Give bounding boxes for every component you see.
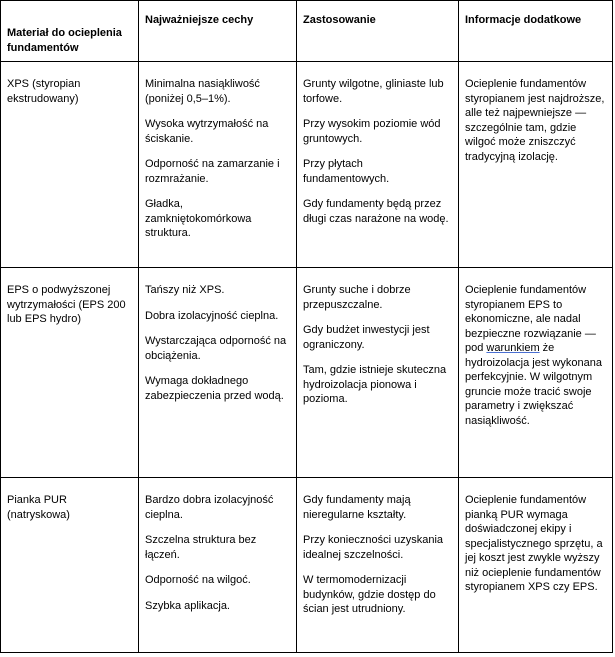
header-features: Najważniejsze cechy — [139, 1, 297, 62]
info-cell: Ocieplenie fundamentów pianką PUR wymaga doświadczonej ekipy i specjalistycznego sprzętu, a jej koszt jest zwykle wyższy niż ocieplenie fundamentów styropianem XPS czy EPS. — [459, 478, 613, 653]
table-row — [1, 62, 613, 268]
features-cell: Bardzo dobra izolacyjność cieplna. Szczelna struktura bez łączeń. Odporność na wilgoć. Szybka aplikacja. — [139, 478, 297, 653]
material-cell: XPS (styropian ekstrudowany) — [1, 62, 139, 268]
material-cell: EPS o podwyższonej wytrzymałości (EPS 200 lub EPS hydro) — [1, 268, 139, 478]
header-info: Informacje dodatkowe — [459, 1, 613, 62]
features-cell: Tańszy niż XPS. Dobra izolacyjność cieplna. Wystarczająca odporność na obciążenia. Wymaga dokładnego zabezpieczenia przed wodą. — [139, 268, 297, 478]
features-cell: Minimalna nasiąkliwość (poniżej 0,5–1%). Wysoka wytrzymałość na ściskanie. Odporność na zamarzanie i rozmrażanie. Gładka, zamkniętokomórkowa struktura. — [139, 62, 297, 268]
header-usage: Zastosowanie — [297, 1, 459, 62]
usage-cell: Gdy fundamenty mają nieregularne kształty. Przy konieczności uzyskania idealnej szczelności. W termomodernizacji budynków, gdzie dostęp do ścian jest utrudniony. — [297, 478, 459, 653]
info-cell: Ocieplenie fundamentów styropianem jest najdroższe, alle też najpewniejsze — szczególnie tam, gdzie wilgoć może zniszczyć tradycyjną izolację. — [459, 62, 613, 268]
table-row — [1, 478, 613, 653]
material-cell: Pianka PUR (natryskowa) — [1, 478, 139, 653]
header-row — [1, 1, 613, 62]
usage-cell: Grunty wilgotne, gliniaste lub torfowe. Przy wysokim poziomie wód gruntowych. Przy płytach fundamentowych. Gdy fundamenty będą przez długi czas narażone na wodę. — [297, 62, 459, 268]
usage-cell: Grunty suche i dobrze przepuszczalne. Gdy budżet inwestycji jest ograniczony. Tam, gdzie istnieje skuteczna hydroizolacja pionowa i pozioma. — [297, 268, 459, 478]
table-row — [1, 268, 613, 478]
spellcheck-underline: warunkiem — [486, 342, 540, 354]
info-cell: Ocieplenie fundamentów styropianem EPS to ekonomiczne, ale nadal bezpieczne rozwiązanie — pod warunkiem że hydroizolacja jest wykonana perfekcyjnie. W wilgotnym gruncie może tracić swoje parametry i zwiększać nasiąkliwość. — [459, 268, 613, 478]
header-material: Materiał do ocieplenia fundamentów — [1, 1, 139, 62]
